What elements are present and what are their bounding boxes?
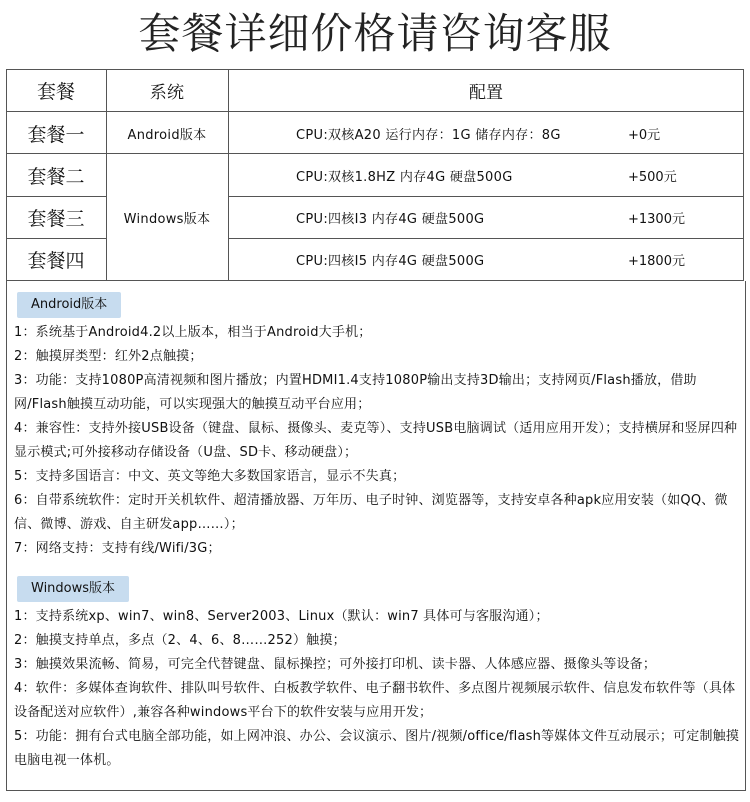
spec-line: 1：系统基于Android4.2以上版本，相当于Android大手机；: [14, 325, 372, 340]
system-windows: Windows版本: [123, 211, 211, 227]
header-config: 配置: [469, 82, 503, 103]
spec-line: 6：自带系统软件：定时开关机软件、超清播放器、万年历、电子时钟、浏览器等，支持安卓各种apk应用安装（如QQ、微信、微博、游戏、自主研发app……）；: [14, 493, 728, 532]
spec-line: 5：功能：拥有台式电脑全部功能，如上网冲浪、办公、会议演示、图片/视频/office/flash等媒体文件互动展示；可定制触摸电脑电视一体机。: [14, 729, 740, 768]
spec-line: 5：支持多国语言：中文、英文等绝大多数国家语言，显示不失真；: [14, 469, 406, 484]
header-system: 系统: [149, 82, 185, 103]
spec-line: 3：触摸效果流畅、简易，可完全代替键盘、鼠标操控；可外接打印机、读卡器、人体感应器、摄像头等设备；: [14, 657, 657, 672]
package-table: [6, 69, 744, 281]
spec-line: 2：触摸支持单点，多点（2、4、6、8……252）触摸；: [14, 633, 346, 648]
android-badge: Android版本: [17, 292, 121, 318]
header-package: 套餐: [36, 80, 75, 103]
config-spec: CPU:四核I5 内存4G 硬盘500G: [296, 254, 485, 269]
spec-line: 2：触摸屏类型：红外2点触摸；: [14, 349, 203, 364]
spec-line: 3：功能：支持1080P高清视频和图片播放；内置HDMI1.4支持1080P输出支持3D输出；支持网页/Flash播放，借助网/Flash触摸互动功能，可以实现强大的触摸互动平台应用；: [14, 373, 697, 412]
description-section: [6, 281, 746, 791]
package-name: 套餐四: [27, 250, 85, 272]
windows-badge: Windows版本: [17, 576, 129, 602]
page-title: 套餐详细价格请咨询客服: [138, 9, 612, 58]
spec-line: 1：支持系统xp、win7、win8、Server2003、Linux（默认：win7 具体可与客服沟通）；: [14, 609, 549, 624]
spec-line: 4：兼容性：支持外接USB设备（键盘、鼠标、摄像头、麦克等）、支持USB电脑调试（适用应用开发）；支持横屏和竖屏四种显示模式;可外接移动存储设备（U盘、SD卡、移动硬盘）；: [14, 421, 738, 460]
package-name: 套餐一: [27, 123, 85, 146]
spec-line: 7：网络支持：支持有线/Wifi/3G；: [14, 541, 221, 556]
price: +1300元: [628, 212, 685, 227]
price: +500元: [628, 169, 677, 185]
system-android: Android版本: [127, 127, 207, 143]
config-spec: CPU:双核A20 运行内存：1G 储存内存：8G: [296, 127, 561, 143]
price: +0元: [628, 127, 661, 143]
spec-line: 4：软件：多媒体查询软件、排队叫号软件、白板教学软件、电子翻书软件、多点图片视频展示软件、信息发布软件等（具体设备配送对应软件）,兼容各种windows平台下的软件安装与应用开发；: [14, 681, 736, 720]
package-name: 套餐三: [27, 208, 85, 230]
package-name: 套餐二: [27, 165, 85, 188]
price: +1800元: [628, 254, 685, 269]
config-spec: CPU:双核1.8HZ 内存4G 硬盘500G: [296, 169, 513, 185]
config-spec: CPU:四核I3 内存4G 硬盘500G: [296, 212, 485, 227]
